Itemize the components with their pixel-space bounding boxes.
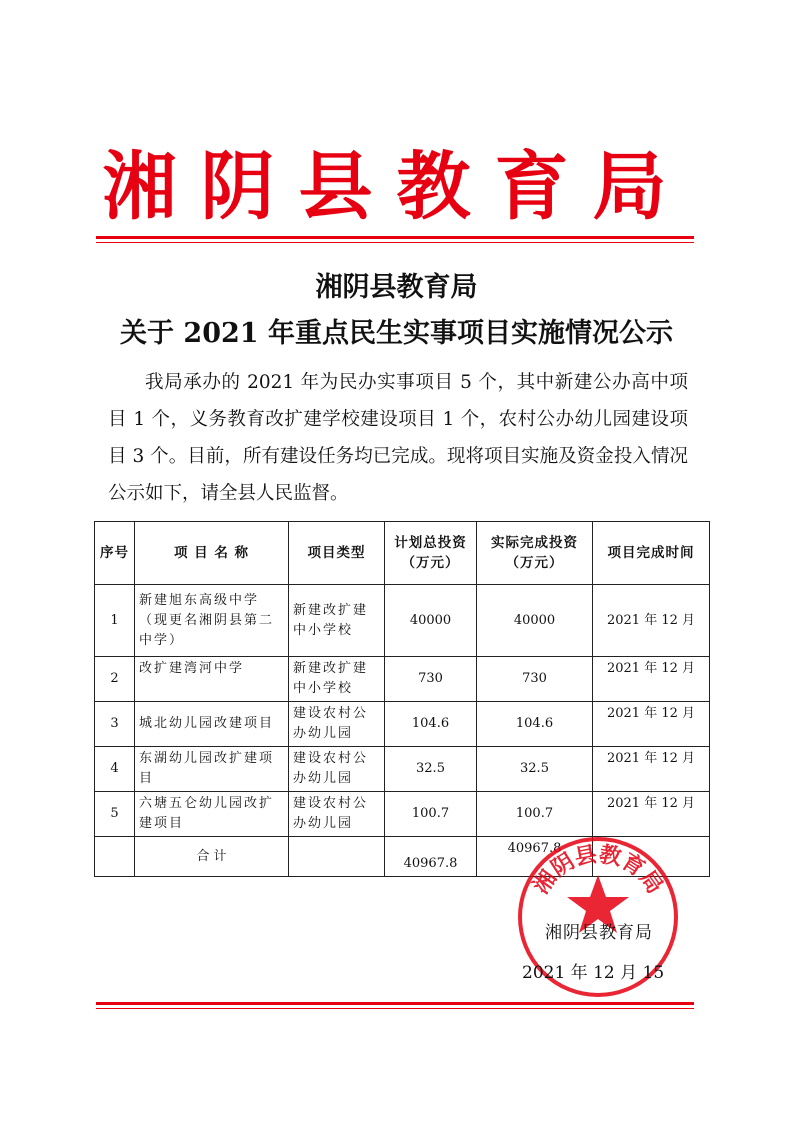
cell-actual: 32.5 <box>477 747 593 792</box>
cell-actual: 104.6 <box>477 702 593 747</box>
footer-rule <box>96 1002 694 1005</box>
masthead-title: 湘阴县教育局 <box>102 144 691 230</box>
masthead-rule <box>96 236 694 239</box>
header-date: 项目完成时间 <box>593 522 710 585</box>
footer-rule-thin <box>96 1008 694 1009</box>
table-row <box>95 747 710 792</box>
seal-text: 湘阴县教育局 <box>528 841 668 899</box>
cell-name: 六塘五仑幼儿园改扩建项目 <box>135 792 289 837</box>
document-title-line1: 湘阴县教育局 <box>315 272 478 303</box>
body-paragraph: 我局承办的 2021 年为民办实事项目 5 个，其中新建公办高中项目 1 个，义务教育改扩建学校建设项目 1 个，农村公办幼儿园建设项目 3 个。目前，所有建设任务均已完成。现将项目实施及资金投入情况公示如下，请全县人民监督。 <box>108 372 688 504</box>
document-title-line2: 关于 2021 年重点民生实事项目实施情况公示 <box>120 318 673 349</box>
cell-date: 2021 年 12 月 <box>593 792 710 837</box>
total-planned: 40967.8 <box>385 837 477 877</box>
cell-type-empty <box>289 837 385 877</box>
cell-date: 2021 年 12 月 <box>593 702 710 747</box>
project-table <box>94 521 710 877</box>
total-actual: 40967.8 <box>477 837 593 877</box>
cell-name: 新建旭东高级中学（现更名湘阴县第二中学） <box>135 585 289 657</box>
cell-planned: 100.7 <box>385 792 477 837</box>
signature-date: 2021 年 12 月 15 <box>522 963 665 983</box>
header-no: 序号 <box>95 522 135 585</box>
cell-no: 2 <box>95 657 135 702</box>
cell-type: 新建改扩建中小学校 <box>289 657 385 702</box>
cell-planned: 40000 <box>385 585 477 657</box>
header-type: 项目类型 <box>289 522 385 585</box>
header-planned: 计划总投资（万元） <box>385 522 477 585</box>
cell-date: 2021 年 12 月 <box>593 657 710 702</box>
cell-no: 3 <box>95 702 135 747</box>
cell-planned: 104.6 <box>385 702 477 747</box>
cell-planned: 730 <box>385 657 477 702</box>
cell-actual: 100.7 <box>477 792 593 837</box>
total-label: 合 计 <box>135 837 289 877</box>
cell-type: 建设农村公办幼儿园 <box>289 702 385 747</box>
header-name: 项 目 名 称 <box>135 522 289 585</box>
cell-type: 建设农村公办幼儿园 <box>289 792 385 837</box>
masthead-rule-thin <box>96 242 694 243</box>
table-row <box>95 792 710 837</box>
cell-actual: 40000 <box>477 585 593 657</box>
cell-type: 建设农村公办幼儿园 <box>289 747 385 792</box>
cell-no: 4 <box>95 747 135 792</box>
cell-name: 改扩建湾河中学 <box>135 657 289 702</box>
cell-date: 2021 年 12 月 <box>593 585 710 657</box>
cell-actual: 730 <box>477 657 593 702</box>
table-row <box>95 585 710 657</box>
cell-name: 城北幼儿园改建项目 <box>135 702 289 747</box>
table-row <box>95 657 710 702</box>
cell-no: 1 <box>95 585 135 657</box>
table-row <box>95 702 710 747</box>
cell-no-empty <box>95 837 135 877</box>
cell-name: 东湖幼儿园改扩建项目 <box>135 747 289 792</box>
cell-date: 2021 年 12 月 <box>593 747 710 792</box>
cell-no: 5 <box>95 792 135 837</box>
table-header-row <box>95 522 710 585</box>
cell-type: 新建改扩建中小学校 <box>289 585 385 657</box>
cell-planned: 32.5 <box>385 747 477 792</box>
header-actual: 实际完成投资（万元） <box>477 522 593 585</box>
signature-organization: 湘阴县教育局 <box>545 923 653 943</box>
